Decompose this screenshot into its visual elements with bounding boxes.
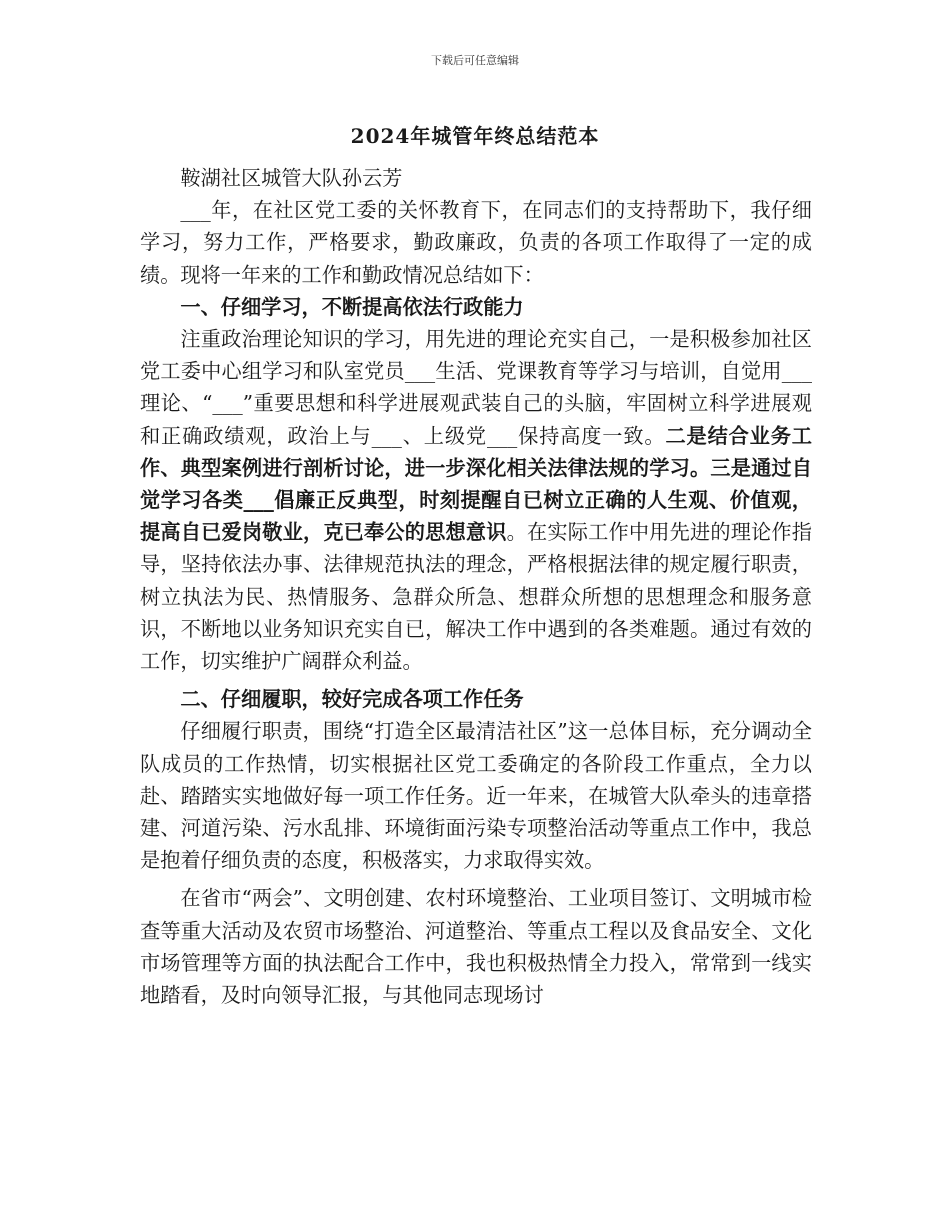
author-line: 鞍湖社区城管大队孙云芳 (180, 166, 403, 190)
section-2-paragraph-2: 在省市“两会”、文明创建、农村环境整治、工业项目签订、文明城市检查等重大活动及农贸市场整治、河道整治、等重点工程以及食品安全、文化市场管理等方面的执法配合工作中，我也积极热情全力投入，常常到一线实地踏看，及时向领导汇报，与其他同志现场讨 (140, 886, 812, 1008)
section-1-paragraph (140, 323, 812, 677)
document-title: 2024年城管年终总结范本 (350, 124, 600, 148)
section-1-bold-text: 二是结合业务工作、典型案例进行剖析讨论，进一步深化相关法律法规的学习。三是通过自觉学习各类___倡廉正反典型，时刻提醒自已树立正确的人生观、价值观，提高自已爱岗敬业，克已奉公的思想意识 (140, 423, 812, 545)
section-1-text-a: 注重政治理论知识的学习，用先进的理论充实自己，一是积极参加社区党工委中心组学习和队室党员___生活、党课教育等学习与培训，自觉用___理论、“___”重要思想和科学进展观武装自己的头脑，牢固树立科学进展观和正确政绩观，政治上与___、上级党___保持高度一致。 (140, 327, 812, 448)
section-1-heading: 一、仔细学习，不断提高依法行政能力 (180, 294, 524, 319)
section-2-heading: 二、仔细履职，较好完成各项工作任务 (180, 687, 524, 712)
document-body (140, 162, 812, 1011)
section-1-text-b: 。在实际工作中用先进的理论作指导，坚持依法办事、法律规范执法的理念，严格根据法律的规定履行职责，树立执法为民、热情服务、急群众所急、想群众所想的思想理念和服务意识，不断地以业务知识充实自已，解决工作中遇到的各类难题。通过有效的工作，切实维护广阔群众利益。 (140, 520, 812, 674)
section-2-paragraph-1: 仔细履行职责，围绕“打造全区最清洁社区”这一总体目标，充分调动全队成员的工作热情，切实根据社区党工委确定的各阶段工作重点，全力以赴、踏踏实实地做好每一项工作任务。近一年来，在城管大队牵头的违章搭建、河道污染、污水乱排、环境街面污染专项整治活动等重点工作中，我总是抱着仔细负责的态度，积极落实，力求取得实效。 (140, 719, 812, 873)
intro-paragraph: ___年，在社区党工委的关怀教育下，在同志们的支持帮助下，我仔细学习，努力工作，严格要求，勤政廉政，负责的各项工作取得了一定的成绩。现将一年来的工作和勤政情况总结如下： (140, 198, 812, 287)
header-note: 下载后可任意编辑 (431, 54, 519, 67)
